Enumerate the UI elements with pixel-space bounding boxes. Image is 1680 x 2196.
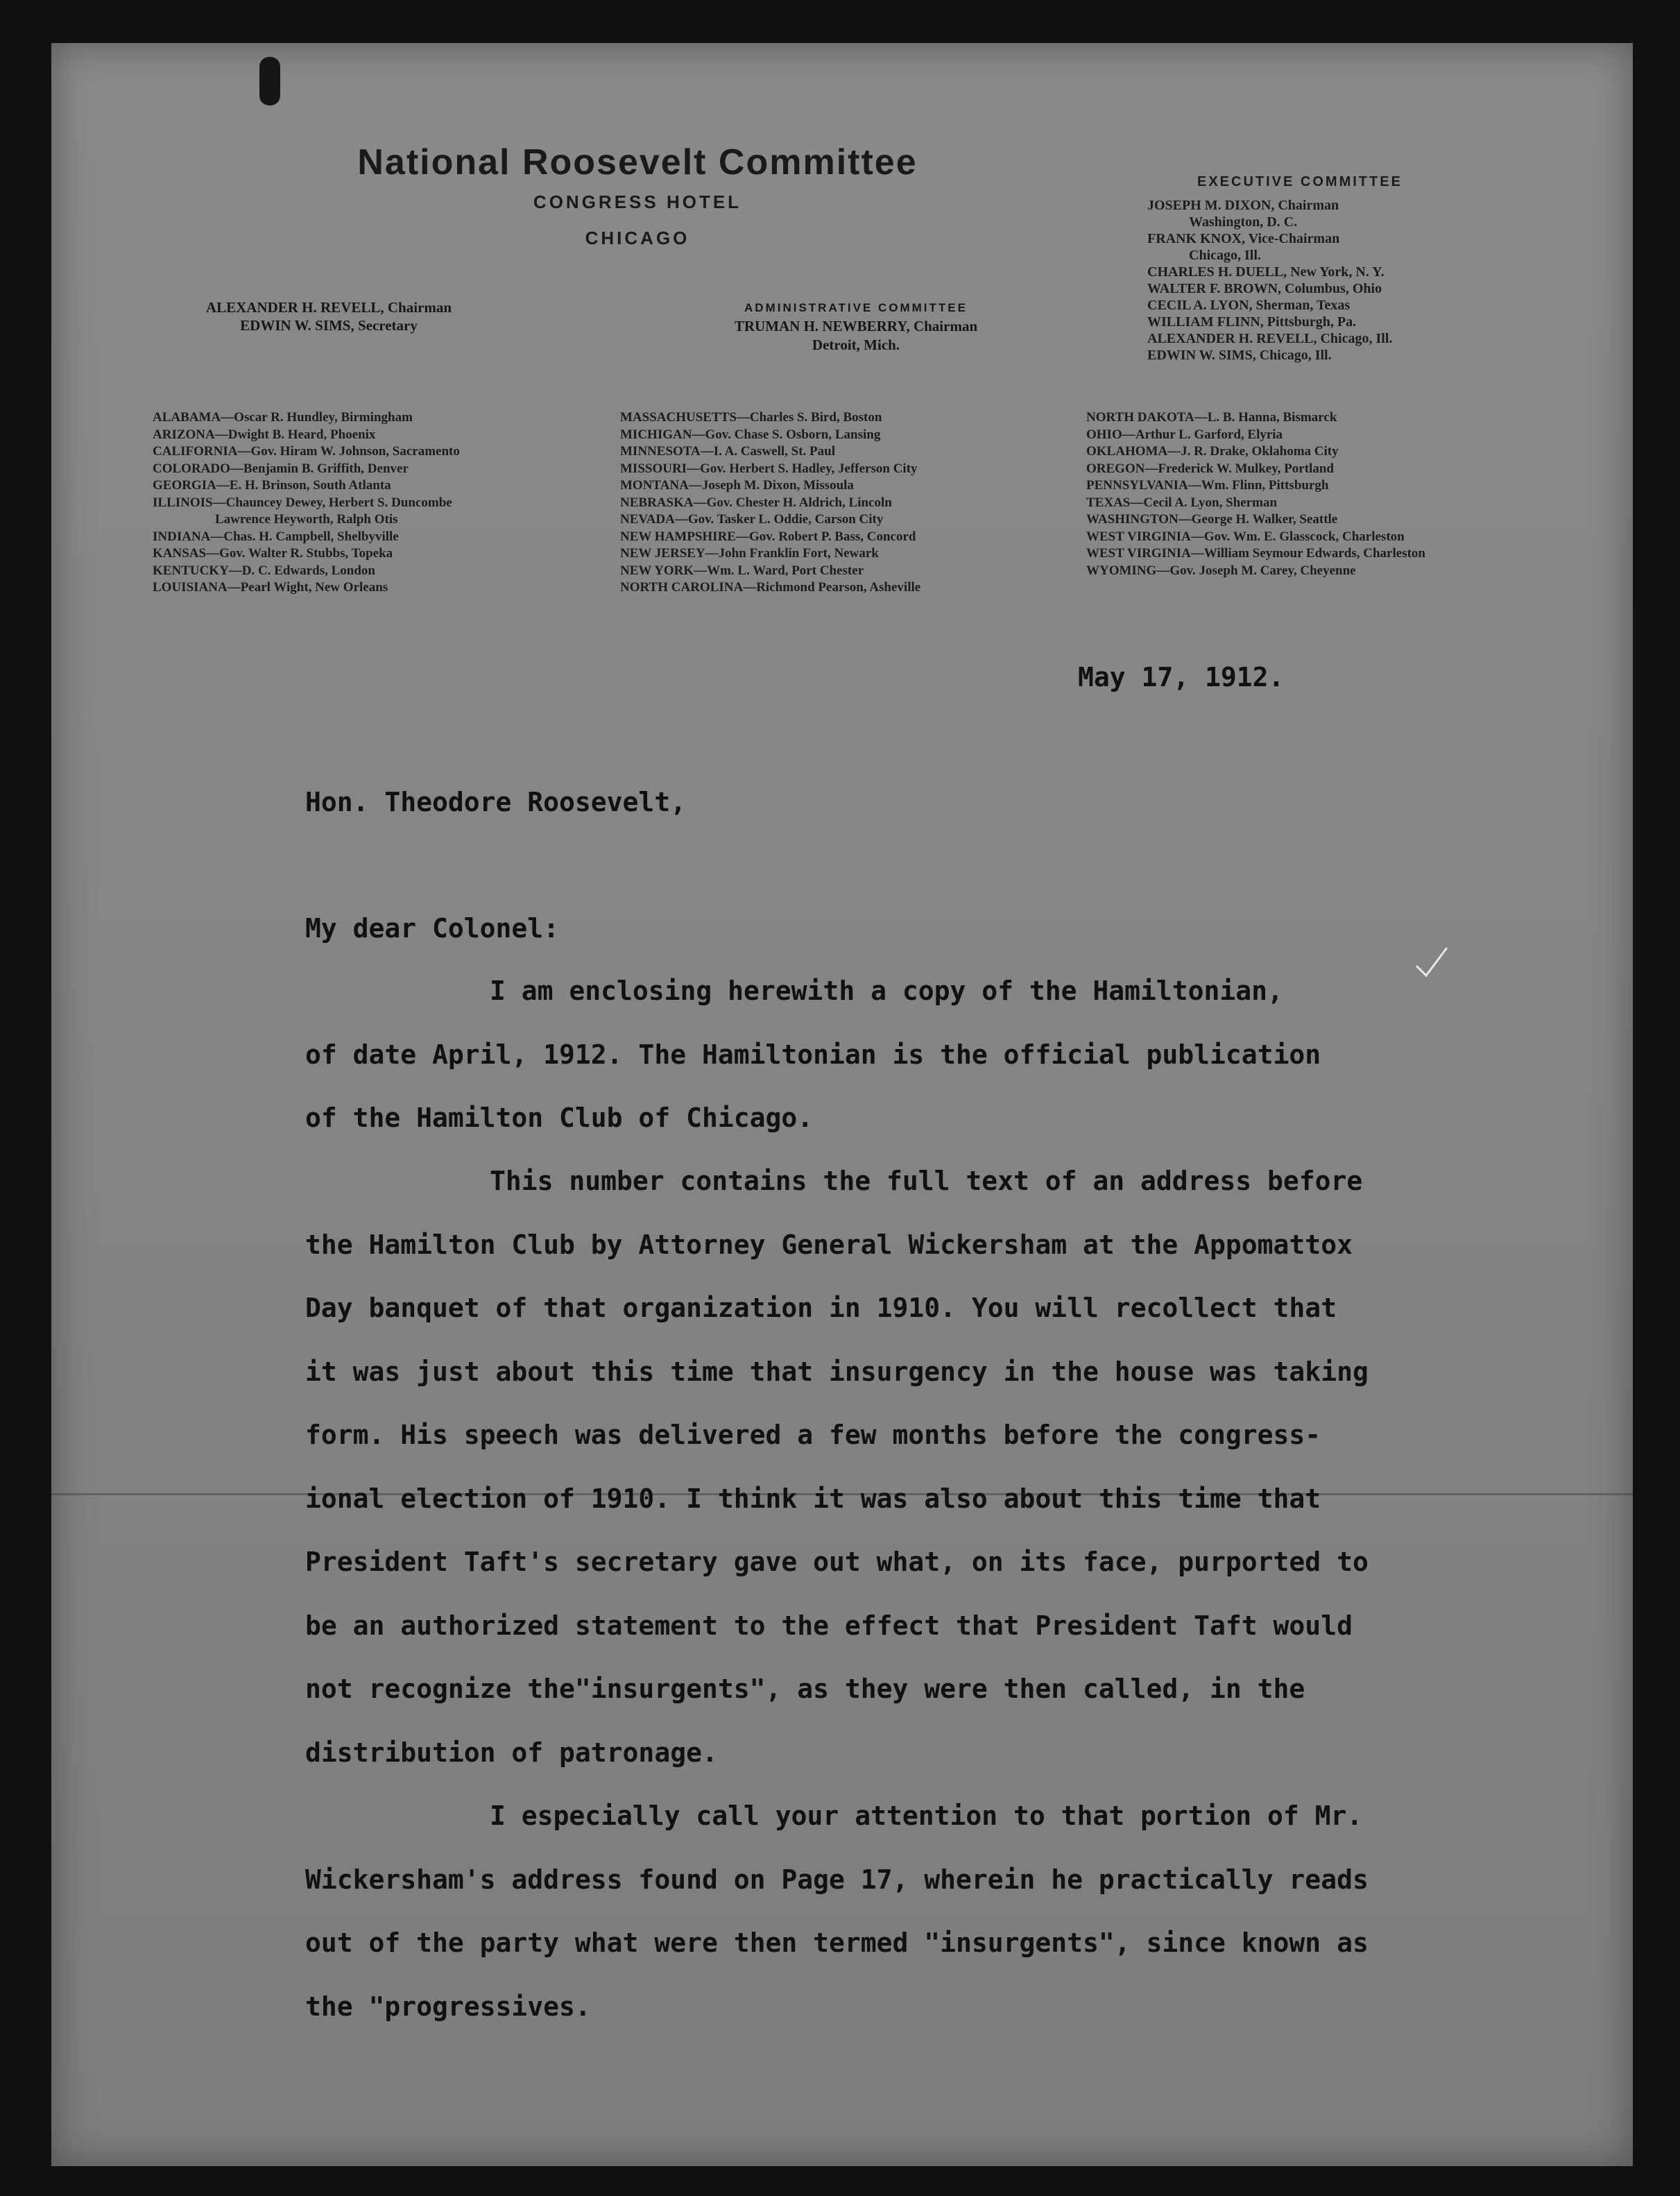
body-line: I especially call your attention to that portion of Mr.: [490, 1801, 1363, 1831]
body-line: This number contains the full text of an address before: [490, 1166, 1363, 1196]
state-entry: ARIZONA—Dwight B. Heard, Phoenix: [153, 427, 376, 442]
body-line: Day banquet of that organization in 1910. You will recollect that: [305, 1293, 1337, 1323]
admin-chairman: TRUMAN H. NEWBERRY, Chairman: [734, 318, 978, 334]
letterhead-city: CHICAGO: [585, 228, 690, 248]
state-entry: NEW HAMPSHIRE—Gov. Robert P. Bass, Concord: [620, 529, 916, 544]
states-column-3: [1086, 409, 1425, 579]
pencil-check-mark: [1411, 942, 1452, 984]
state-entry: TEXAS—Cecil A. Lyon, Sherman: [1086, 495, 1278, 510]
exec-line: CECIL A. LYON, Sherman, Texas: [1147, 298, 1351, 313]
state-entry: NEBRASKA—Gov. Chester H. Aldrich, Lincoln: [620, 495, 892, 510]
state-entry: WEST VIRGINIA—William Seymour Edwards, Charleston: [1086, 546, 1425, 561]
exec-line: WALTER F. BROWN, Columbus, Ohio: [1147, 281, 1382, 296]
state-entry: NORTH DAKOTA—L. B. Hanna, Bismarck: [1086, 410, 1337, 425]
exec-line: CHARLES H. DUELL, New York, N. Y.: [1147, 264, 1385, 280]
executive-committee: [1147, 173, 1577, 364]
body-line: it was just about this time that insurgency in the house was taking: [305, 1356, 1369, 1387]
body-line: be an authorized statement to the effect that President Taft would: [305, 1610, 1353, 1641]
state-entry: NEW YORK—Wm. L. Ward, Port Chester: [620, 563, 864, 578]
body-line: the "progressives.: [305, 1991, 591, 2022]
letterhead-title: National Roosevelt Committee: [357, 142, 918, 182]
exec-line: Chicago, Ill.: [1189, 248, 1261, 263]
state-entry: MONTANA—Joseph M. Dixon, Missoula: [620, 478, 854, 493]
body-line: form. His speech was delivered a few months before the congress-: [305, 1420, 1321, 1450]
officer-chairman: ALEXANDER H. REVELL, Chairman: [205, 299, 452, 316]
state-entry: OHIO—Arthur L. Garford, Elyria: [1086, 427, 1283, 442]
state-entry: NEVADA—Gov. Tasker L. Oddie, Carson City: [620, 512, 884, 527]
body-line: the Hamilton Club by Attorney General Wickersham at the Appomattox: [305, 1229, 1353, 1260]
state-entry: PENNSYLVANIA—Wm. Flinn, Pittsburgh: [1086, 478, 1329, 493]
admin-location: Detroit, Mich.: [812, 337, 900, 353]
exec-line: JOSEPH M. DIXON, Chairman: [1147, 198, 1339, 213]
states-column-2: [620, 409, 920, 597]
body-line: Wickersham's address found on Page 17, wherein he practically reads: [305, 1864, 1369, 1895]
state-entry: MASSACHUSETTS—Charles S. Bird, Boston: [620, 410, 882, 425]
state-entry: WASHINGTON—George H. Walker, Seattle: [1086, 512, 1338, 527]
body-line: out of the party what were then termed "insurgents", since known as: [305, 1927, 1369, 1958]
state-entry: WYOMING—Gov. Joseph M. Carey, Cheyenne: [1086, 563, 1356, 578]
state-entry: MISSOURI—Gov. Herbert S. Hadley, Jefferson City: [620, 461, 918, 476]
state-entry: MINNESOTA—I. A. Caswell, St. Paul: [620, 444, 836, 459]
body-line: distribution of patronage.: [305, 1737, 718, 1768]
exec-line: ALEXANDER H. REVELL, Chicago, Ill.: [1147, 331, 1393, 346]
state-entry: COLORADO—Benjamin B. Griffith, Denver: [153, 461, 409, 476]
state-entry: OKLAHOMA—J. R. Drake, Oklahoma City: [1086, 444, 1339, 459]
letter-salutation: My dear Colonel:: [305, 913, 560, 944]
state-entry: ALABAMA—Oscar R. Hundley, Birmingham: [153, 410, 413, 425]
state-entry: OREGON—Frederick W. Mulkey, Portland: [1086, 461, 1334, 476]
administrative-committee-heading: ADMINISTRATIVE COMMITTEE: [744, 301, 968, 314]
exec-line: EDWIN W. SIMS, Chicago, Ill.: [1147, 348, 1332, 363]
states-column-1: [153, 409, 460, 597]
body-line: of date April, 1912. The Hamiltonian is the official publication: [305, 1039, 1321, 1070]
body-line: I am enclosing herewith a copy of the Hamiltonian,: [490, 976, 1283, 1006]
letter-page: [51, 43, 1633, 2166]
letter-addressee: Hon. Theodore Roosevelt,: [305, 787, 687, 817]
exec-line: FRANK KNOX, Vice-Chairman: [1147, 231, 1340, 246]
state-entry: MICHIGAN—Gov. Chase S. Osborn, Lansing: [620, 427, 881, 442]
state-entry: GEORGIA—E. H. Brinson, South Atlanta: [153, 478, 391, 493]
body-line: not recognize the"insurgents", as they were then called, in the: [305, 1674, 1305, 1704]
body-line: of the Hamilton Club of Chicago.: [305, 1103, 814, 1133]
state-entry: ILLINOIS—Chauncey Dewey, Herbert S. Duncombe: [153, 495, 452, 510]
officer-secretary: EDWIN W. SIMS, Secretary: [240, 317, 418, 334]
state-entry: INDIANA—Chas. H. Campbell, Shelbyville: [153, 529, 399, 544]
executive-committee-heading: EXECUTIVE COMMITTEE: [1197, 174, 1403, 189]
officers-block: [155, 298, 502, 334]
state-entry: LOUISIANA—Pearl Wight, New Orleans: [153, 580, 388, 595]
state-entry: KANSAS—Gov. Walter R. Stubbs, Topeka: [153, 546, 393, 561]
letter-date: May 17, 1912.: [1078, 662, 1285, 692]
state-entry: Lawrence Heyworth, Ralph Otis: [215, 512, 398, 527]
body-line: ional election of 1910. I think it was also about this time that: [305, 1483, 1321, 1514]
letterhead-hotel: CONGRESS HOTEL: [533, 191, 742, 212]
exec-line: Washington, D. C.: [1189, 214, 1298, 230]
administrative-committee: [662, 298, 1050, 355]
state-entry: CALIFORNIA—Gov. Hiram W. Johnson, Sacramento: [153, 444, 460, 459]
exec-line: WILLIAM FLINN, Pittsburgh, Pa.: [1147, 314, 1357, 330]
state-entry: NORTH CAROLINA—Richmond Pearson, Asheville: [620, 580, 921, 595]
state-entry: KENTUCKY—D. C. Edwards, London: [153, 563, 375, 578]
paper-tear: [259, 57, 280, 105]
body-line: President Taft's secretary gave out what, on its face, purported to: [305, 1547, 1369, 1577]
state-entry: WEST VIRGINIA—Gov. Wm. E. Glasscock, Charleston: [1086, 529, 1405, 544]
state-entry: NEW JERSEY—John Franklin Fort, Newark: [620, 546, 879, 561]
